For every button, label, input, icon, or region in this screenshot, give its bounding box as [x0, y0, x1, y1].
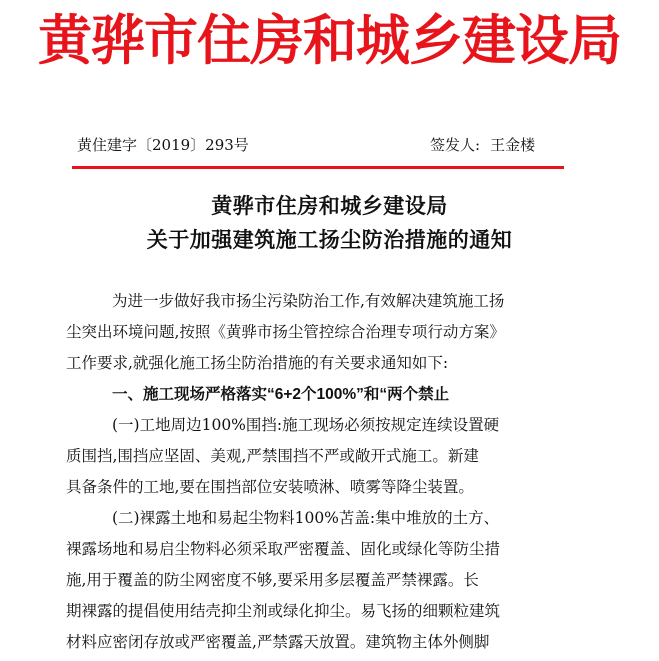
notice-title-line-1: 黄骅市住房和城乡建设局 — [211, 193, 448, 218]
body-line: 期裸露的提倡使用结壳抑尘剂或绿化抑尘。易飞扬的细颗粒建筑 — [66, 602, 501, 620]
body-line: 质围挡,围挡应坚固、美观,严禁围挡不严或敞开式施工。新建 — [66, 447, 479, 465]
notice-title-line-2: 关于加强建筑施工扬尘防治措施的通知 — [146, 227, 513, 252]
issuer-label: 签发人: — [430, 136, 481, 154]
section-heading: 一、施工现场严格落实“6+2个100%”和“两个禁止 — [112, 386, 450, 403]
org-letterhead: 黄骅市住房和城乡建设局 — [38, 9, 621, 72]
body-line: (一)工地周边100%围挡:施工现场必须按规定连续设置硬 — [112, 416, 500, 434]
body-line: 材料应密闭存放或严密覆盖,严禁露天放置。建筑物主体外侧脚 — [66, 633, 490, 651]
body-line: 工作要求,就强化施工扬尘防治措施的有关要求通知如下: — [66, 354, 449, 372]
body-line: 施,用于覆盖的防尘网密度不够,要采用多层覆盖严禁裸露。长 — [66, 571, 479, 589]
body-line: 尘突出环境问题,按照《黄骅市扬尘管控综合治理专项行动方案》 — [66, 323, 505, 341]
body-line: (二)裸露土地和易起尘物料100%苫盖:集中堆放的土方、 — [112, 509, 500, 527]
body-line: 裸露场地和易启尘物料必须采取严密覆盖、固化或绿化等防尘措 — [66, 540, 501, 558]
issuer-block — [430, 135, 535, 155]
issuer-name: 王金楼 — [490, 136, 536, 154]
notice-body — [66, 286, 571, 658]
body-line: 为进一步做好我市扬尘污染防治工作,有效解决建筑施工扬 — [112, 292, 505, 310]
body-line: 具备条件的工地,要在围挡部位安装喷淋、喷雾等降尘装置。 — [66, 478, 474, 496]
red-divider-rule — [72, 166, 564, 169]
document-number: 黄住建字〔2019〕293号 — [77, 136, 249, 154]
